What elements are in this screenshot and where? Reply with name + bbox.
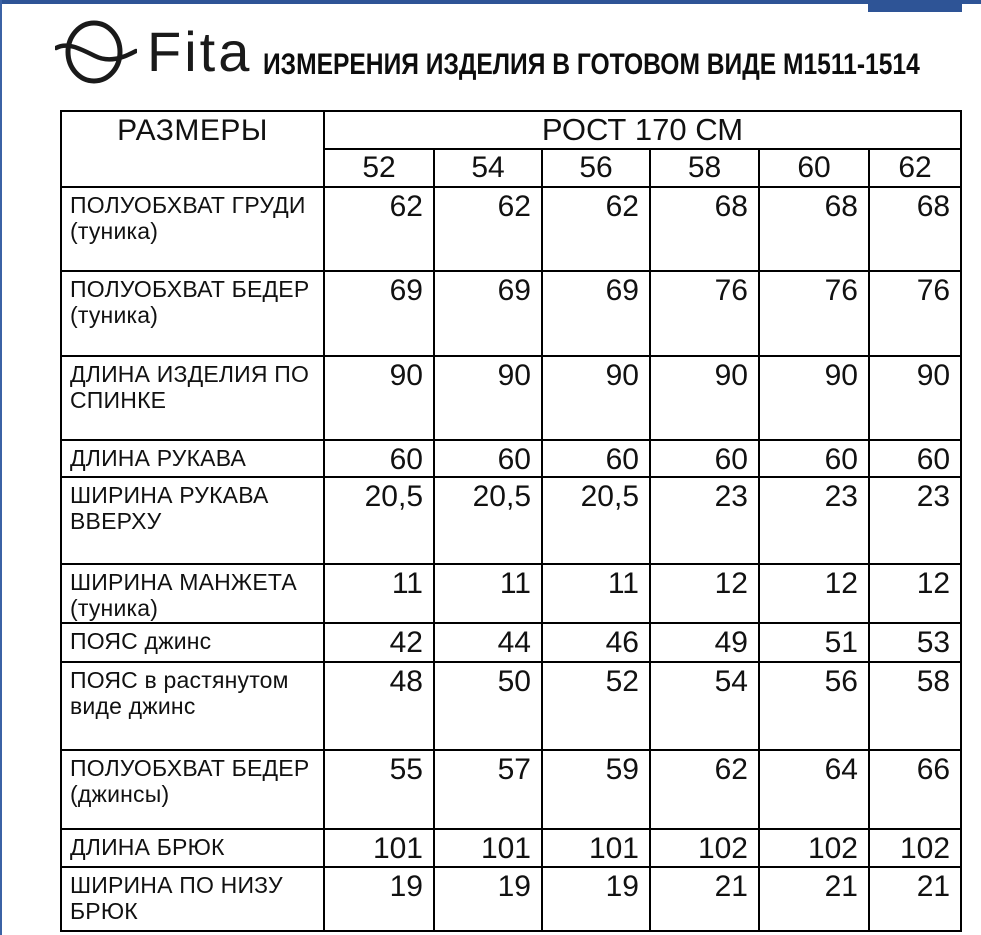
measurement-value: 60 — [759, 440, 869, 477]
measurement-value: 102 — [650, 829, 759, 867]
row-label: ШИРИНА РУКАВА ВВЕРХУ — [61, 477, 324, 564]
size-column-header: 54 — [434, 149, 542, 187]
measurement-value: 101 — [542, 829, 650, 867]
size-column-header: 56 — [542, 149, 650, 187]
brand-logo — [55, 18, 252, 86]
measurement-value: 68 — [759, 187, 869, 271]
measurement-value: 102 — [869, 829, 961, 867]
measurement-value: 62 — [434, 187, 542, 271]
measurement-value: 101 — [434, 829, 542, 867]
measurement-value: 20,5 — [434, 477, 542, 564]
group-header-row — [61, 111, 961, 149]
measurement-value: 21 — [650, 867, 759, 931]
measurement-value: 59 — [542, 750, 650, 829]
measurement-value: 60 — [434, 440, 542, 477]
row-label: ПОЯС в растянутом виде джинс — [61, 662, 324, 750]
measurement-value: 54 — [650, 662, 759, 750]
document-title: ИЗМЕРЕНИЯ ИЗДЕЛИЯ В ГОТОВОМ ВИДЕ М1511-1514 — [263, 48, 920, 81]
row-label: ШИРИНА МАНЖЕТА (туника) — [61, 564, 324, 623]
measurement-value: 57 — [434, 750, 542, 829]
measurement-value: 60 — [542, 440, 650, 477]
measurement-value: 21 — [869, 867, 961, 931]
left-accent-line — [0, 0, 2, 935]
measurement-value: 76 — [869, 271, 961, 356]
wave-circle-icon — [55, 18, 137, 86]
measurement-value: 21 — [759, 867, 869, 931]
measurement-value: 12 — [869, 564, 961, 623]
measurement-value: 12 — [650, 564, 759, 623]
row-label: ПОЛУОБХВАТ БЕДЕР (туника) — [61, 271, 324, 356]
row-label: ПОЯС джинс — [61, 623, 324, 662]
measurement-value: 102 — [759, 829, 869, 867]
measurement-value: 90 — [434, 356, 542, 440]
measurement-value: 20,5 — [542, 477, 650, 564]
measurement-value: 64 — [759, 750, 869, 829]
measurement-value: 62 — [324, 187, 434, 271]
measurement-value: 53 — [869, 623, 961, 662]
measurement-value: 90 — [869, 356, 961, 440]
measurements-table — [60, 110, 962, 932]
brand-name: Fita — [147, 20, 253, 83]
measurement-value: 69 — [434, 271, 542, 356]
table-row — [61, 750, 961, 829]
table-body — [61, 187, 961, 931]
measurement-value: 69 — [324, 271, 434, 356]
table-row — [61, 867, 961, 931]
measurement-value: 60 — [869, 440, 961, 477]
measurement-value: 90 — [542, 356, 650, 440]
top-accent-bar — [0, 0, 981, 4]
measurement-value: 12 — [759, 564, 869, 623]
table-row — [61, 187, 961, 271]
size-column-header: 52 — [324, 149, 434, 187]
table-row — [61, 662, 961, 750]
measurement-value: 50 — [434, 662, 542, 750]
table-row — [61, 356, 961, 440]
measurement-value: 11 — [542, 564, 650, 623]
row-label: ШИРИНА ПО НИЗУ БРЮК — [61, 867, 324, 931]
row-label: ПОЛУОБХВАТ БЕДЕР (джинсы) — [61, 750, 324, 829]
measurement-value: 76 — [759, 271, 869, 356]
measurement-value: 62 — [542, 187, 650, 271]
table-row — [61, 271, 961, 356]
table-row — [61, 440, 961, 477]
measurement-value: 20,5 — [324, 477, 434, 564]
measurement-value: 19 — [324, 867, 434, 931]
measurement-value: 23 — [759, 477, 869, 564]
table-row — [61, 564, 961, 623]
measurement-value: 55 — [324, 750, 434, 829]
size-column-header: 58 — [650, 149, 759, 187]
measurement-value: 11 — [434, 564, 542, 623]
table-header — [61, 111, 961, 187]
table-row — [61, 477, 961, 564]
size-column-header: 60 — [759, 149, 869, 187]
height-group-header: РОСТ 170 СМ — [324, 111, 961, 149]
measurement-value: 90 — [324, 356, 434, 440]
measurement-value: 101 — [324, 829, 434, 867]
measurement-value: 23 — [869, 477, 961, 564]
measurement-value: 48 — [324, 662, 434, 750]
measurement-value: 76 — [650, 271, 759, 356]
measurement-value: 68 — [869, 187, 961, 271]
measurement-value: 46 — [542, 623, 650, 662]
measurement-value: 90 — [759, 356, 869, 440]
measurement-value: 90 — [650, 356, 759, 440]
measurement-value: 11 — [324, 564, 434, 623]
measurement-value: 49 — [650, 623, 759, 662]
table-row — [61, 623, 961, 662]
measurement-value: 42 — [324, 623, 434, 662]
table-corner-header: РАЗМЕРЫ — [61, 111, 324, 187]
measurement-value: 68 — [650, 187, 759, 271]
table-row — [61, 829, 961, 867]
measurement-value: 23 — [650, 477, 759, 564]
measurement-value: 58 — [869, 662, 961, 750]
measurement-value: 19 — [434, 867, 542, 931]
measurement-value: 60 — [650, 440, 759, 477]
measurement-value: 44 — [434, 623, 542, 662]
measurement-value: 60 — [324, 440, 434, 477]
measurement-value: 19 — [542, 867, 650, 931]
measurement-value: 62 — [650, 750, 759, 829]
measurement-value: 51 — [759, 623, 869, 662]
measurement-value: 66 — [869, 750, 961, 829]
row-label: ДЛИНА БРЮК — [61, 829, 324, 867]
measurement-value: 69 — [542, 271, 650, 356]
row-label: ДЛИНА РУКАВА — [61, 440, 324, 477]
top-accent-bar-right — [868, 0, 962, 12]
row-label: ДЛИНА ИЗДЕЛИЯ ПО СПИНКЕ — [61, 356, 324, 440]
size-column-header: 62 — [869, 149, 961, 187]
measurement-value: 52 — [542, 662, 650, 750]
measurement-value: 56 — [759, 662, 869, 750]
row-label: ПОЛУОБХВАТ ГРУДИ (туника) — [61, 187, 324, 271]
